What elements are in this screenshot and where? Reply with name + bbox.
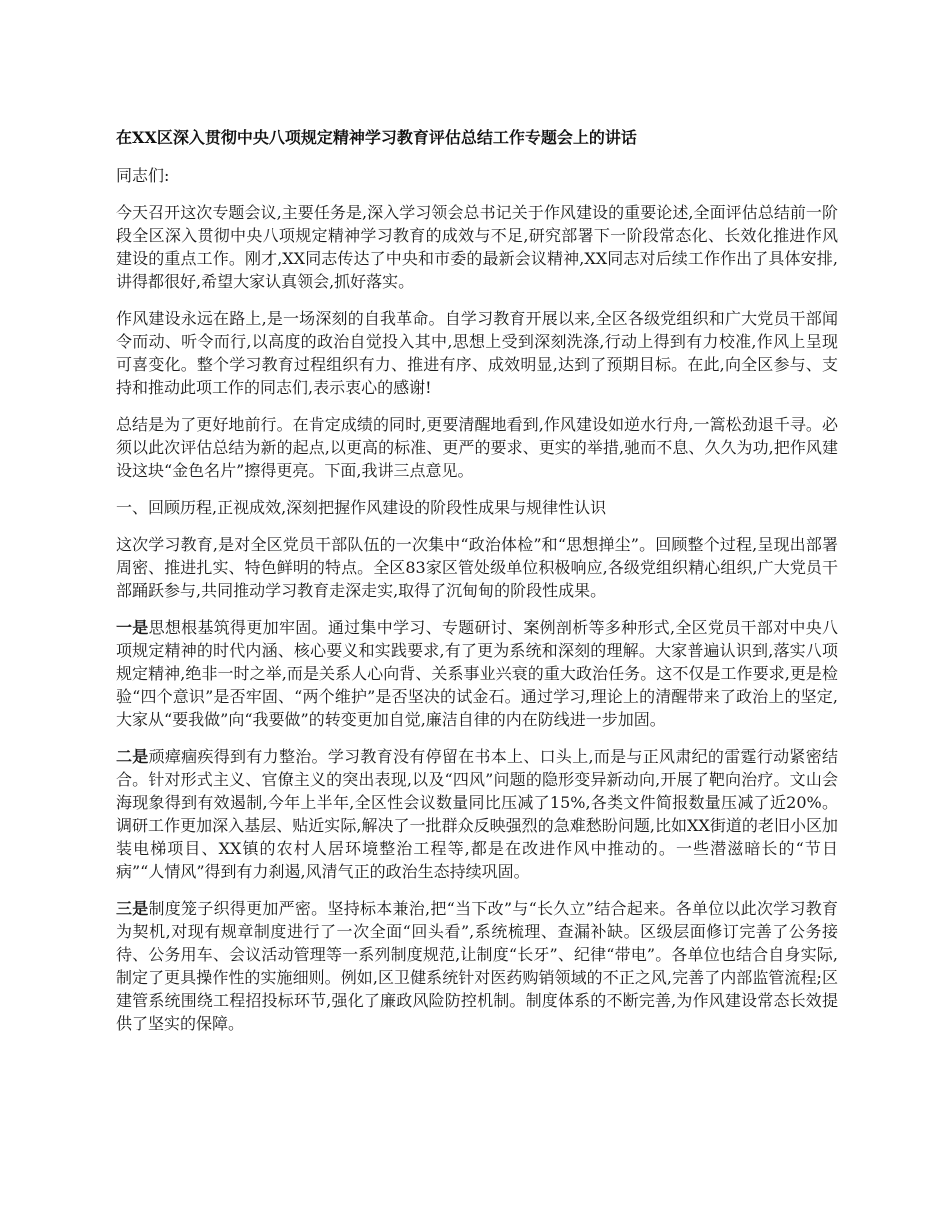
section-heading-one [116,496,838,519]
paragraph-point-two [116,745,838,883]
paragraph-summary [116,413,838,482]
paragraph-text: 思想根基筑得更加牢固。通过集中学习、专题研讨、案例剖析等多种形式,全区党员干部对中央八项规定精神的时代内涵、核心要义和实践要求,有了更为系统和深刻的理解。大家普遍认识到,落实八项规定精神,绝非一时之举,而是关系人心向背、关系事业兴衰的重大政治任务。这不仅是工作要求,更是检验“四个意识”是否牢固、“两个维护”是否坚决的试金石。通过学习,理论上的清醒带来了政治上的坚定,大家从“要我做”向“我要做”的转变更加自觉,廉洁自律的内在防线进一步加固。 [116,618,838,729]
paragraph-text: 今天召开这次专题会议,主要任务是,深入学习领会总书记关于作风建设的重要论述,全面评估总结前一阶段全区深入贯彻中央八项规定精神学习教育的成效与不足,研究部署下一阶段常态化、长效化推进作风建设的重点工作。刚才,XX同志传达了中央和市委的最新会议精神,XX同志对后续工作作出了具体安排,讲得都很好,希望大家认真领会,抓好落实。 [116,203,838,291]
document-title: 在XX区深入贯彻中央八项规定精神学习教育评估总结工作专题会上的讲话 [116,128,637,147]
paragraph-text: 制度笼子织得更加严密。坚持标本兼治,把“当下改”与“长久立”结合起来。各单位以此次学习教育为契机,对现有规章制度进行了一次全面“回头看”,系统梳理、查漏补缺。区级层面修订完善了公务接待、公务用车、会议活动管理等一系列制度规范,让制度“长牙”、纪律“带电”。各单位也结合自身实际,制定了更具操作性的实施细则。例如,区卫健系统针对医药购销领域的不正之风,完善了内部监管流程;区建管系统围绕工程招投标环节,强化了廉政风险防控机制。制度体系的不断完善,为作风建设常态长效提供了坚实的保障。 [116,899,838,1033]
document-page [116,126,838,1049]
paragraph-text: 一、回顾历程,正视成效,深刻把握作风建设的阶段性成果与规律性认识 [116,498,607,517]
paragraph-review [116,533,838,602]
paragraph-opening [116,201,838,293]
paragraph-text: 这次学习教育,是对全区党员干部队伍的一次集中“政治体检”和“思想掸尘”。回顾整个过程,呈现出部署周密、推进扎实、特色鲜明的特点。全区83家区管处级单位积极响应,各级党组织精心组织,广大党员干部踊跃参与,共同推动学习教育走深走实,取得了沉甸甸的阶段性成果。 [116,535,838,600]
paragraph-point-one [116,616,838,731]
paragraph-text: 作风建设永远在路上,是一场深刻的自我革命。自学习教育开展以来,全区各级党组织和广大党员干部闻令而动、听令而行,以高度的政治自觉投入其中,思想上受到深刻洗涤,行动上得到有力校准,作风上呈现可喜变化。整个学习教育过程组织有力、推进有序、成效明显,达到了预期目标。在此,向全区参与、支持和推动此项工作的同志们,表示衷心的感谢! [116,309,838,397]
paragraph-lead: 三是 [116,899,149,918]
paragraph-text: 顽瘴痼疾得到有力整治。学习教育没有停留在书本上、口头上,而是与正风肃纪的雷霆行动紧密结合。针对形式主义、官僚主义的突出表现,以及“四风”问题的隐形变异新动向,开展了靶向治疗。文山会海现象得到有效遏制,今年上半年,全区性会议数量同比压减了15%,各类文件简报数量压减了近20%。调研工作更加深入基层、贴近实际,解决了一批群众反映强烈的急难愁盼问题,比如XX街道的老旧小区加装电梯项目、XX镇的农村人居环境整治工程等,都是在改进作风中推动的。一些潜滋暗长的“节日病”“人情风”得到有力刹遏,风清气正的政治生态持续巩固。 [116,747,838,881]
paragraph-lead: 二是 [116,747,149,766]
paragraph-text: 总结是为了更好地前行。在肯定成绩的同时,更要清醒地看到,作风建设如逆水行舟,一篙松劲退千寻。必须以此次评估总结为新的起点,以更高的标准、更严的要求、更实的举措,驰而不息、久久为功,把作风建设这块“金色名片”擦得更亮。下面,我讲三点意见。 [116,415,838,480]
paragraph-point-three [116,897,838,1035]
salutation: 同志们: [116,166,170,185]
paragraph-lead: 一是 [116,618,149,637]
paragraph-self-revolution [116,307,838,399]
